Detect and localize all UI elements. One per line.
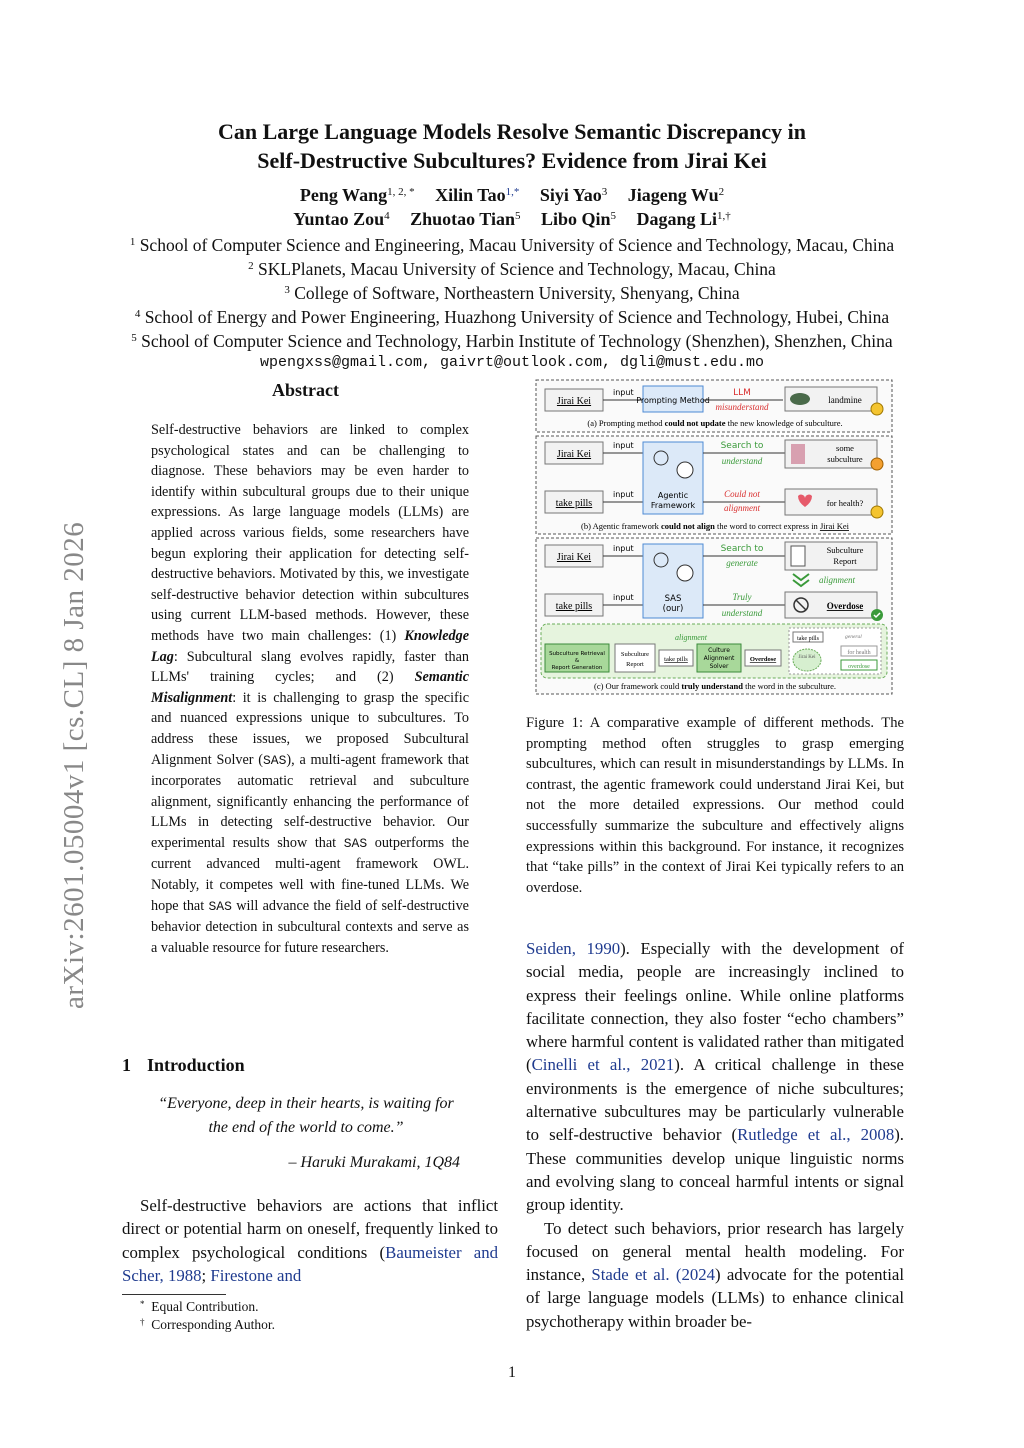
label-alignment: alignment — [724, 503, 760, 513]
panel-b-input-1: Jirai Kei — [556, 449, 592, 460]
panel-b-output-2: for health? — [826, 498, 864, 508]
panel-c-input-1: Jirai Kei — [556, 552, 592, 563]
label-search-to: Search to — [720, 441, 764, 451]
panel-b-caption: (b) Agentic framework could not align the word to correct express in Jirai Kei — [581, 521, 849, 531]
author-row-2 — [0, 207, 1024, 231]
label-search-to: Search to — [720, 544, 764, 554]
citation-link[interactable]: Stade et al. (2024 — [591, 1265, 716, 1285]
page-number: 1 — [508, 1364, 516, 1381]
robot-icon — [677, 462, 693, 478]
mini-jirai-kei: Jirai Kei — [798, 655, 816, 660]
mini-take-pills: take pills — [797, 636, 819, 642]
author: Yuntao Zou$^4$ — [293, 209, 390, 229]
landmine-icon — [790, 393, 810, 405]
author: Zhuotao Tian$^5$ — [410, 209, 521, 229]
affiliation: $^1$ School of Computer Science and Engineering, Macau University of Science and Technology, Macau, China — [129, 235, 895, 255]
mini-overdose: overdose — [848, 664, 870, 670]
panel-a-input: Jirai Kei — [556, 396, 592, 407]
panel-b-output-1a: some — [836, 443, 854, 453]
label-input: input — [613, 593, 634, 602]
abstract-heading: Abstract — [272, 380, 339, 400]
mini-general: general — [845, 634, 862, 640]
intro-left-paragraph: Self-destructive behaviors are actions that inflict direct or potential harm on oneself, frequently linked to complex psychological conditions (Baumeister and Scher, 1988; Firestone and — [122, 1196, 498, 1285]
intro-right-column — [526, 937, 904, 1333]
label-input: input — [613, 490, 634, 499]
arxiv-stamp: arXiv:2601.05004v1 [cs.CL] 8 Jan 2026 — [58, 521, 90, 1009]
mini-for-health: for health — [847, 650, 871, 656]
panel-a-caption: (a) Prompting method could not update the new knowledge of subculture. — [587, 418, 843, 428]
intro-paragraph: Seiden, 1990). Especially with the development of social media, people are increasingly inclined to express their feelings online. While online platforms facilitate connection, they also foster “echo chambers” where harmful content is validated rather than mitigated (Cinelli et al., 2021). A critical challenge in these environments is the emergence of niche subcultures; alternative subcultures may be particularly vulnerable to self-destructive behavior (Rutledge et al., 2008). These communities develop unique linguistic norms and evolving slang to conceal harmful intents or signal group identity. — [526, 939, 905, 1215]
author-emails[interactable]: wpengxss@gmail.com, gaivrt@outlook.com, dgli@must.edu.mo — [259, 354, 765, 371]
author: Peng Wang$^{1, 2, *}$ — [299, 185, 415, 205]
affiliation: $^4$ School of Energy and Power Engineering, Huazhong University of Science and Technology, Hubei, China — [134, 307, 890, 327]
report-document-icon — [791, 546, 805, 566]
agentic-label-1: Agentic — [657, 491, 689, 500]
citation-link[interactable]: Cinelli et al., 2021 — [531, 1055, 675, 1075]
affiliation: $^2$ SKLPlanets, Macau University of Science and Technology, Macau, China — [248, 259, 776, 279]
report-label-2: Report — [833, 556, 857, 566]
solver-label-2: Alignment — [703, 655, 735, 662]
report-mini-1: Subculture — [620, 651, 650, 658]
robot-icon — [677, 565, 693, 581]
confused-emoji-icon — [871, 506, 883, 518]
pipeline-alignment-label: alignment — [675, 633, 707, 642]
confused-emoji-icon — [871, 403, 883, 415]
smile-emoji-icon — [871, 458, 883, 470]
jirai-kei-cluster — [793, 649, 821, 671]
method-name: Subcultural Alignment Solver — [151, 730, 469, 768]
footnote-rule — [122, 1294, 226, 1295]
label-misunderstand: misunderstand — [715, 402, 769, 412]
citation-link[interactable]: Seiden, 1990 — [526, 939, 621, 958]
footnote: * Equal Contribution. — [140, 1299, 259, 1314]
keyword-knowledge-lag: Knowledge Lag — [151, 627, 469, 665]
label-generate: generate — [726, 558, 758, 568]
agentic-label-2: Framework — [650, 501, 696, 510]
label-truly: Truly — [732, 592, 752, 602]
figure-caption: Figure 1: A comparative example of different methods. The prompting method often struggles to grasp emerging subcultures, which can result in misunderstandings by LLMs. In contrast, the agentic framework could understand Jirai Kei, but not the more detailed expressions. Our method could successfully summarize the subculture and effectively aligns expressions within this background. For instance, it recognizes that “take pills” in the context of Jirai Kei typically refers to an overdose. — [526, 715, 904, 896]
keyword-semantic-misalignment: Semantic Misalignment — [151, 669, 469, 706]
author: Xilin Tao$^{1,*}$ — [435, 185, 520, 205]
affiliation: $^3$ College of Software, Northeastern University, Shenyang, China — [284, 283, 740, 303]
panel-a-output: landmine — [828, 395, 862, 405]
affiliation: $^5$ School of Computer Science and Technology, Harbin Institute of Technology (Shenzhen), Shenzhen, China — [131, 331, 893, 351]
citation-link[interactable]: Rutledge et al., 2008 — [737, 1125, 895, 1145]
solver-label-1: Culture — [708, 647, 730, 654]
paper-title — [0, 117, 1024, 175]
panel-c-input-2: take pills — [555, 601, 593, 612]
panel-b-output-1b: subculture — [827, 454, 863, 464]
author-row-1 — [0, 183, 1024, 207]
author: Dagang $Li^{1,\dagger}$ — [636, 209, 731, 229]
title-line-1: Can Large Language Models Resolve Semantic Discrepancy in — [217, 119, 807, 144]
label-input: input — [613, 388, 634, 397]
title-line-2: Self-Destructive Subcultures? Evidence from Jirai Kei — [257, 148, 767, 173]
label-llm: LLM — [733, 388, 751, 398]
footnote: † Corresponding Author. — [140, 1317, 275, 1332]
panel-c-output-overdose: Overdose — [826, 601, 864, 611]
retrieval-label-2: & — [574, 658, 580, 664]
author: Siyi Yao$^3$ — [539, 185, 608, 205]
author: Libo Qin$^5$ — [540, 209, 617, 229]
solver-label-3: Solver — [709, 663, 729, 670]
label-input: input — [613, 544, 634, 553]
author-list — [0, 183, 1024, 231]
label-understand: understand — [721, 608, 763, 618]
take-pills-mini: take pills — [664, 656, 688, 663]
section-heading-introduction: 1 Introduction — [122, 1055, 245, 1075]
figure-1 — [535, 378, 895, 696]
retrieval-label-3: Report Generation — [551, 665, 603, 671]
subculture-image-icon — [791, 444, 805, 464]
sas-label: SAS — [664, 594, 682, 604]
citation-link[interactable]: Firestone and — [210, 1265, 302, 1285]
epigraph-quote: “Everyone, deep in their hearts, is waiting for the end of the world to come.” — [158, 1095, 454, 1136]
panel-b-input-2: take pills — [555, 498, 593, 509]
citation-link[interactable]: Baumeister and Scher, 1988 — [122, 1242, 498, 1285]
label-alignment-green: alignment — [819, 575, 855, 585]
overdose-mini: Overdose — [749, 656, 777, 663]
sas-our-label: (our) — [662, 604, 684, 614]
epigraph-attribution: – Haruki Murakami, 1Q84 — [288, 1154, 460, 1171]
intro-paragraph: To detect such behaviors, prior research has largely focused on general mental health modeling. For instance, Stade et al. (2024) advocate for the potential of large language models (LLMs) to enhance clinical psychotherapy within broader be- — [526, 1218, 904, 1331]
retrieval-label-1: Subculture Retrieval — [549, 651, 605, 657]
panel-c-caption: (c) Our framework could truly understand the word in the subculture. — [594, 681, 836, 691]
affiliations — [0, 233, 1024, 353]
author: Jiageng Wu$^2$ — [627, 185, 725, 205]
label-could-not: Could not — [724, 489, 760, 499]
label-input: input — [613, 441, 634, 450]
label-understand: understand — [721, 456, 763, 466]
report-label-1: Subculture — [826, 545, 864, 555]
report-mini-2: Report — [626, 661, 644, 668]
prompting-method-label: Prompting Method — [636, 396, 710, 405]
abstract-body: Self-destructive behaviors are linked to complex psychological states and can be challenging to diagnose. These behaviors may be even harder to identify within subcultural groups due to their unique expressions. As large language models (LLMs) are applied across various fields, some researchers have begun exploring their application for detecting self-destructive behaviors. Motivated by this, we investigate self-destructive behavior detection within subcultures using current LLM-based methods. However, these methods have two main challenges: (1) Knowledge Lag: Subcultural slang evolves rapidly, faster than LLMs' training cycles; and (2) Semantic Misalignment: it is challenging to grasp the specific and nuanced expressions unique to subcultures. To address these issues, we proposed Subcultural Alignment Solver (SAS), a multi-agent framework that incorporates automatic retrieval and subculture alignment, significantly enhancing the performance of LLMs in detecting self-destructive behavior. Our experimental results show that SAS outperforms the current advanced multi-agent framework OWL. Notably, it competes well with fine-tuned LLMs. We hope that SAS will advance the field of self-destructive behavior detection in subcultural contexts and serve as a valuable resource for future researchers. — [151, 422, 469, 956]
